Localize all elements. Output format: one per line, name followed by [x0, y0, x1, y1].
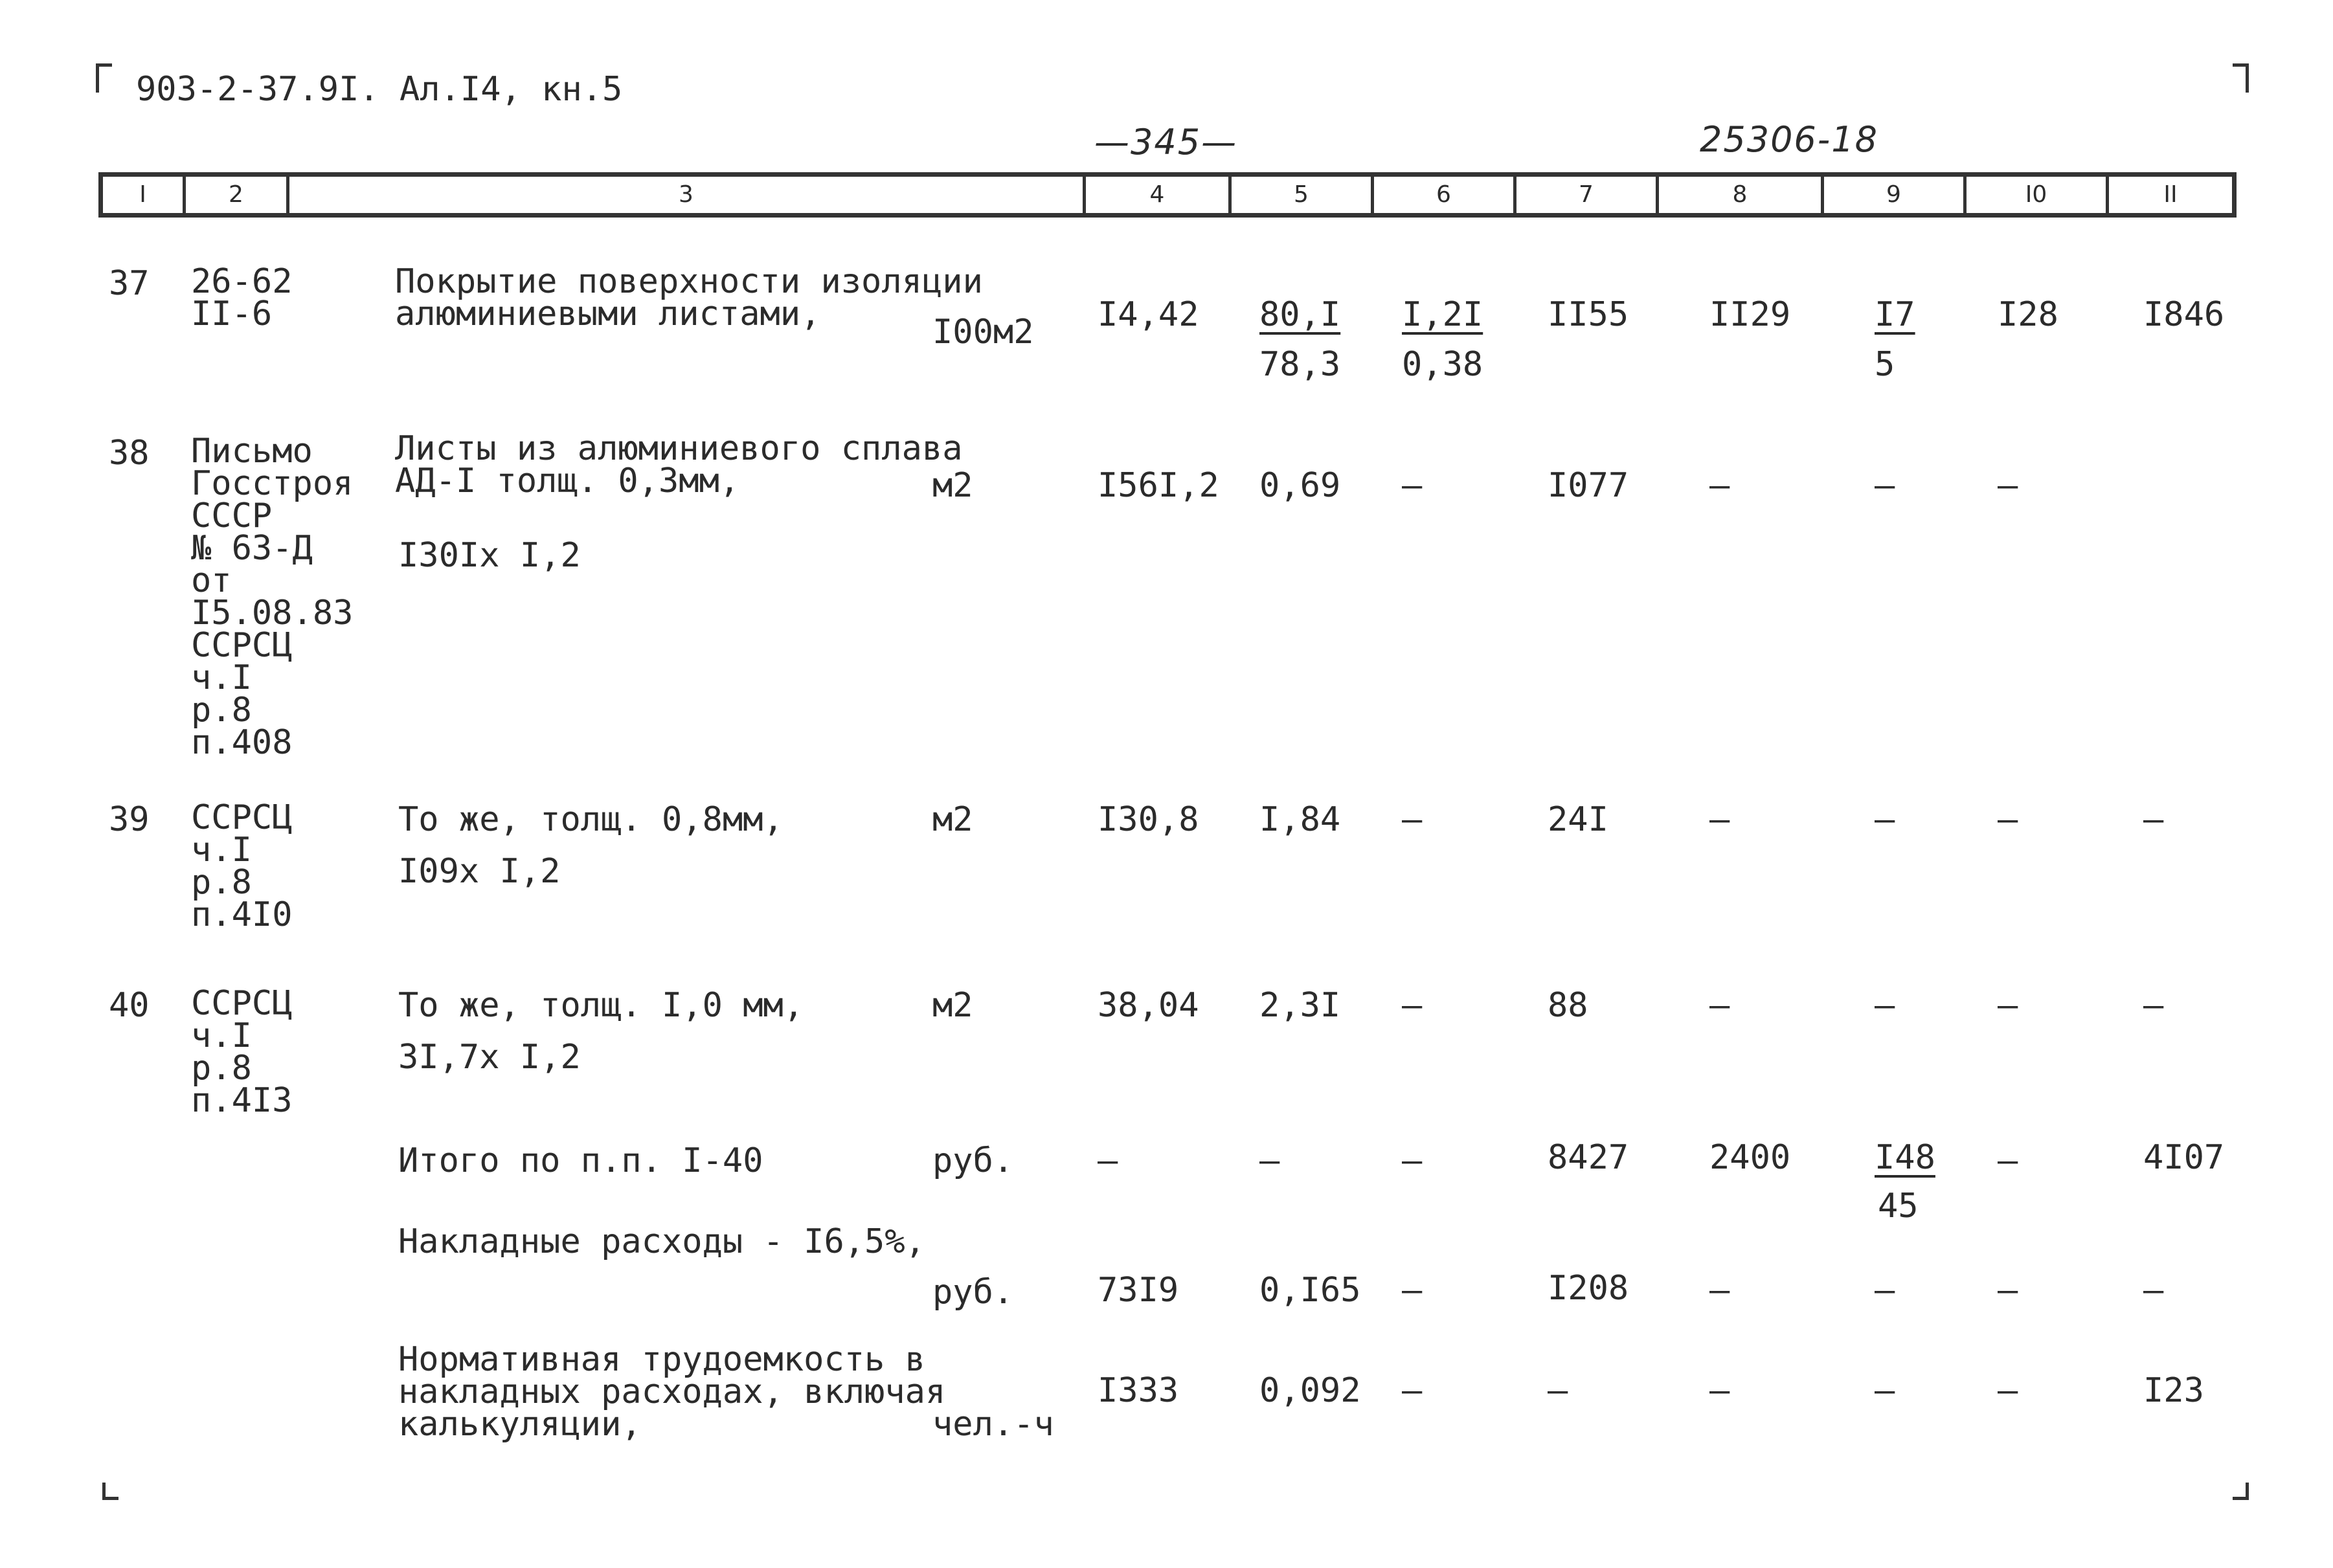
- cell-col9: –: [1875, 1371, 1895, 1410]
- row-reference: ССРСЦ ч.I р.8 п.4I3: [191, 984, 293, 1120]
- cell-col6: I,2I: [1402, 295, 1483, 334]
- cell-col6: –: [1402, 986, 1423, 1025]
- corner-mark-bottom-right: [2233, 1483, 2249, 1500]
- cell-col6: –: [1402, 1141, 1423, 1180]
- cell-col6: –: [1402, 1271, 1423, 1310]
- cell-col7: 24I: [1548, 800, 1608, 839]
- overhead-description: Накладные расходы - I6,5%,: [398, 1222, 925, 1261]
- cell-col6: –: [1402, 1371, 1423, 1410]
- cell-col5: 0,I65: [1259, 1271, 1361, 1310]
- cell-col4: 73I9: [1098, 1271, 1179, 1310]
- row-number: 38: [109, 434, 150, 473]
- corner-mark-bottom-left: [102, 1483, 118, 1500]
- cell-col11: –: [2143, 1271, 2164, 1310]
- cell-col9: –: [1875, 986, 1895, 1025]
- totals-unit: руб.: [932, 1141, 1014, 1180]
- column-header: I: [103, 177, 186, 213]
- cell-col6-sub: 0,38: [1402, 345, 1483, 384]
- cell-col8: –: [1709, 1271, 1730, 1310]
- cell-col5-sub: 78,3: [1259, 345, 1341, 384]
- labor-unit: чел.-ч: [932, 1405, 1054, 1444]
- cell-col4: I333: [1098, 1371, 1179, 1410]
- cell-col8: II29: [1709, 295, 1791, 334]
- overhead-unit: руб.: [932, 1273, 1014, 1312]
- row-reference: ССРСЦ ч.I р.8 п.4I0: [191, 798, 293, 934]
- cell-col4: –: [1098, 1141, 1118, 1180]
- cell-col10: –: [1998, 1371, 2018, 1410]
- cell-col9: –: [1875, 466, 1895, 505]
- column-header: 8: [1659, 177, 1824, 213]
- document-code: 903-2-37.9I. Ал.I4, кн.5: [136, 70, 623, 109]
- cell-col10: –: [1998, 800, 2018, 839]
- page-number: —345—: [1094, 122, 1238, 162]
- column-header: 4: [1086, 177, 1232, 213]
- cell-col11: –: [2143, 986, 2164, 1025]
- cell-col10: –: [1998, 1141, 2018, 1180]
- row-unit: м2: [932, 986, 973, 1025]
- row-number: 40: [109, 986, 150, 1025]
- row-reference: Письмо Госстроя СССР № 63-Д от I5.08.83 ССРСЦ ч.I р.8 п.408: [191, 432, 354, 762]
- cell-col6: –: [1402, 466, 1423, 505]
- cell-col7: 8427: [1548, 1138, 1629, 1177]
- column-header: 6: [1374, 177, 1516, 213]
- cell-col9-sub: 45: [1878, 1187, 1919, 1226]
- cell-col5: 80,I: [1259, 295, 1341, 334]
- cell-col11: –: [2143, 800, 2164, 839]
- cell-col5: I,84: [1259, 800, 1341, 839]
- row-description: То же, толщ. 0,8мм,: [398, 800, 783, 839]
- cell-col5: 0,092: [1259, 1371, 1361, 1410]
- cell-col8: –: [1709, 466, 1730, 505]
- cell-col10: –: [1998, 986, 2018, 1025]
- row-description: Листы из алюминиевого сплава АД-I толщ. 0,3мм,: [395, 429, 963, 500]
- column-header: II: [2163, 181, 2178, 208]
- row-unit: I00м2: [932, 313, 1034, 352]
- column-header: 2: [186, 177, 289, 213]
- labor-description: Нормативная трудоемкость в накладных расходах, включая калькуляции,: [398, 1340, 946, 1444]
- cell-col7: –: [1548, 1371, 1568, 1410]
- cell-col11: I23: [2143, 1371, 2204, 1410]
- cell-col5: 2,3I: [1259, 986, 1341, 1025]
- cell-col9: I7: [1875, 295, 1915, 334]
- cell-col4: I30,8: [1098, 800, 1199, 839]
- cell-col11: 4I07: [2143, 1138, 2225, 1177]
- cell-col7: 88: [1548, 986, 1588, 1025]
- cell-col9: I48: [1875, 1138, 1935, 1177]
- cell-col9-sub: 5: [1875, 345, 1895, 384]
- totals-description: Итого по п.п. I-40: [398, 1141, 763, 1180]
- column-header: I0: [1967, 177, 2109, 213]
- column-header: 7: [1516, 177, 1659, 213]
- cell-col8: 2400: [1709, 1138, 1791, 1177]
- cell-col7: I077: [1548, 466, 1629, 505]
- column-header: 5: [1232, 177, 1374, 213]
- cell-col11: I846: [2143, 295, 2225, 334]
- row-number: 37: [109, 264, 150, 303]
- document-number: 25306-18: [1700, 119, 1878, 160]
- cell-col10: –: [1998, 1271, 2018, 1310]
- cell-col4: I4,42: [1098, 295, 1199, 334]
- cell-col5: –: [1259, 1141, 1280, 1180]
- cell-col7: II55: [1548, 295, 1629, 334]
- cell-col6: –: [1402, 800, 1423, 839]
- column-header: 3: [289, 177, 1086, 213]
- cell-col10: I28: [1998, 295, 2058, 334]
- row-calculation: I09х I,2: [398, 852, 561, 891]
- row-unit: м2: [932, 800, 973, 839]
- row-calculation: 3I,7х I,2: [398, 1038, 581, 1077]
- cell-col9: –: [1875, 800, 1895, 839]
- cell-col8: –: [1709, 1371, 1730, 1410]
- cell-col4: 38,04: [1098, 986, 1199, 1025]
- column-header-row: [98, 172, 2237, 218]
- row-description: То же, толщ. I,0 мм,: [398, 986, 804, 1025]
- cell-col9: –: [1875, 1271, 1895, 1310]
- corner-mark-top-left: [96, 63, 112, 93]
- cell-col10: –: [1998, 466, 2018, 505]
- column-header: 9: [1824, 177, 1967, 213]
- cell-col8: –: [1709, 800, 1730, 839]
- row-reference: 26-62 II-6: [191, 262, 293, 333]
- cell-col4: I56I,2: [1098, 466, 1219, 505]
- cell-col8: –: [1709, 986, 1730, 1025]
- cell-col7: I208: [1548, 1269, 1629, 1308]
- cell-col5: 0,69: [1259, 466, 1341, 505]
- row-unit: м2: [932, 466, 973, 505]
- corner-mark-top-right: [2233, 63, 2249, 93]
- row-calculation: I30Iх I,2: [398, 536, 581, 575]
- row-description: Покрытие поверхности изоляции алюминиевыми листами,: [395, 262, 983, 333]
- row-number: 39: [109, 800, 150, 839]
